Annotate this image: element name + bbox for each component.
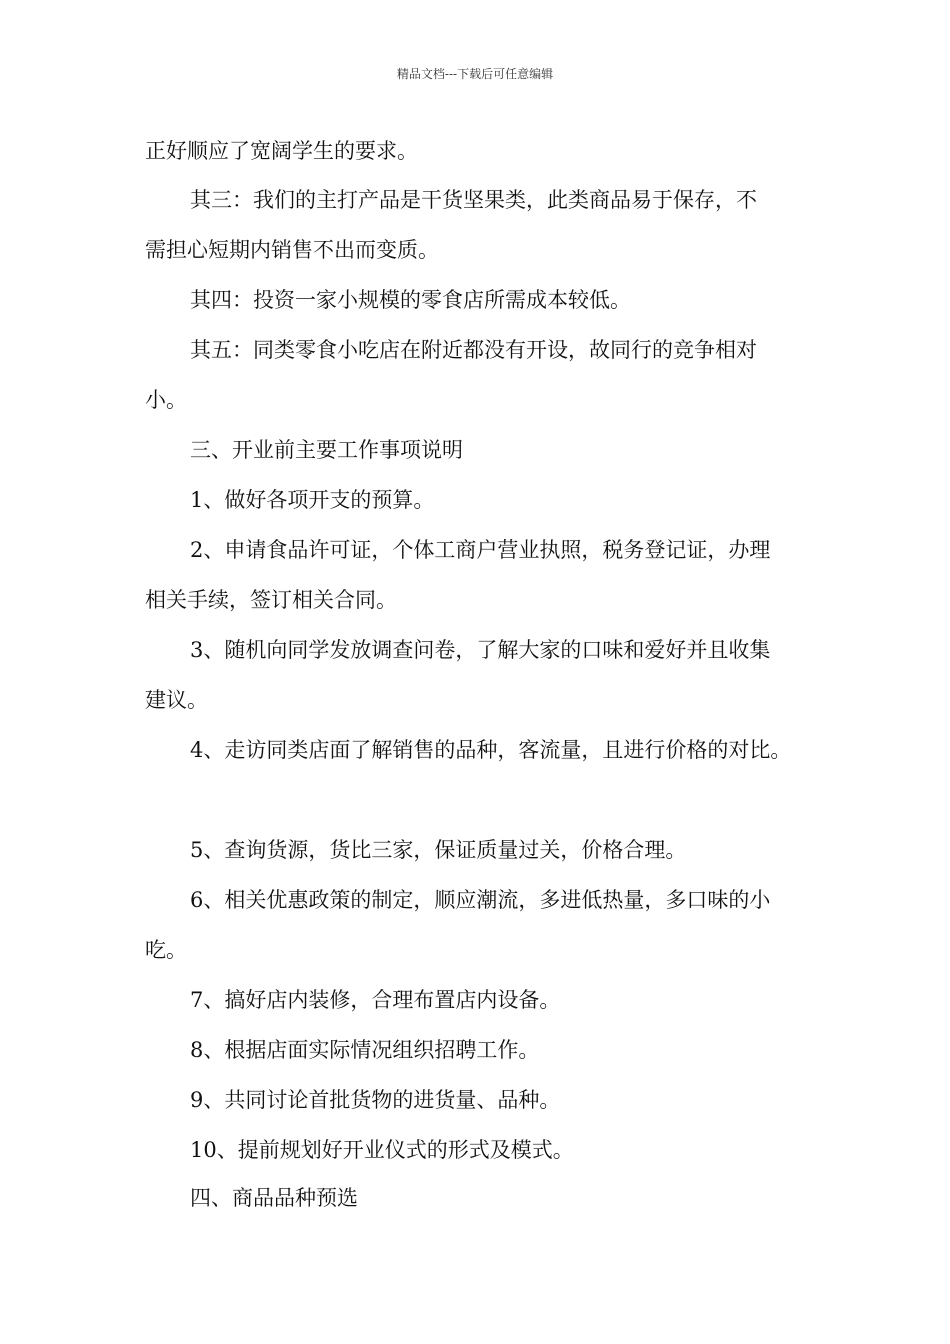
list-item: 1、做好各项开支的预算。 (190, 488, 435, 512)
paragraph-line: 需担心短期内销售不出而变质。 (145, 238, 439, 262)
paragraph-line: 吃。 (145, 938, 187, 962)
list-item: 8、根据店面实际情况组织招聘工作。 (190, 1038, 540, 1062)
list-item: 10、提前规划好开业仪式的形式及模式。 (190, 1138, 574, 1162)
list-item: 6、相关优惠政策的制定，顺应潮流，多进低热量，多口味的小 (190, 888, 771, 912)
paragraph-line: 其四：投资一家小规模的零食店所需成本较低。 (190, 288, 631, 312)
list-item: 5、查询货源，货比三家，保证质量过关，价格合理。 (190, 838, 687, 862)
section-heading: 三、开业前主要工作事项说明 (190, 438, 463, 462)
list-item: 2、申请食品许可证，个体工商户营业执照，税务登记证，办理 (190, 538, 771, 562)
section-heading: 四、商品品种预选 (190, 1186, 358, 1210)
list-item: 4、走访同类店面了解销售的品种，客流量，且进行价格的对比。 (190, 738, 792, 762)
paragraph-line: 小。 (145, 388, 187, 412)
paragraph-line: 其五：同类零食小吃店在附近都没有开设，故同行的竞争相对 (190, 338, 757, 362)
paragraph-line: 建议。 (145, 688, 208, 712)
list-item: 9、共同讨论首批货物的进货量、品种。 (190, 1088, 561, 1112)
list-item: 3、随机向同学发放调查问卷，了解大家的口味和爱好并且收集 (190, 638, 771, 662)
paragraph-line: 正好顺应了宽阔学生的要求。 (145, 139, 418, 163)
paragraph-line: 相关手续，签订相关合同。 (145, 588, 397, 612)
paragraph-line: 其三：我们的主打产品是干货坚果类，此类商品易于保存，不 (190, 188, 757, 212)
page-header: 精品文档---下载后可任意编辑 (396, 67, 554, 81)
list-item: 7、搞好店内装修，合理布置店内设备。 (190, 988, 561, 1012)
